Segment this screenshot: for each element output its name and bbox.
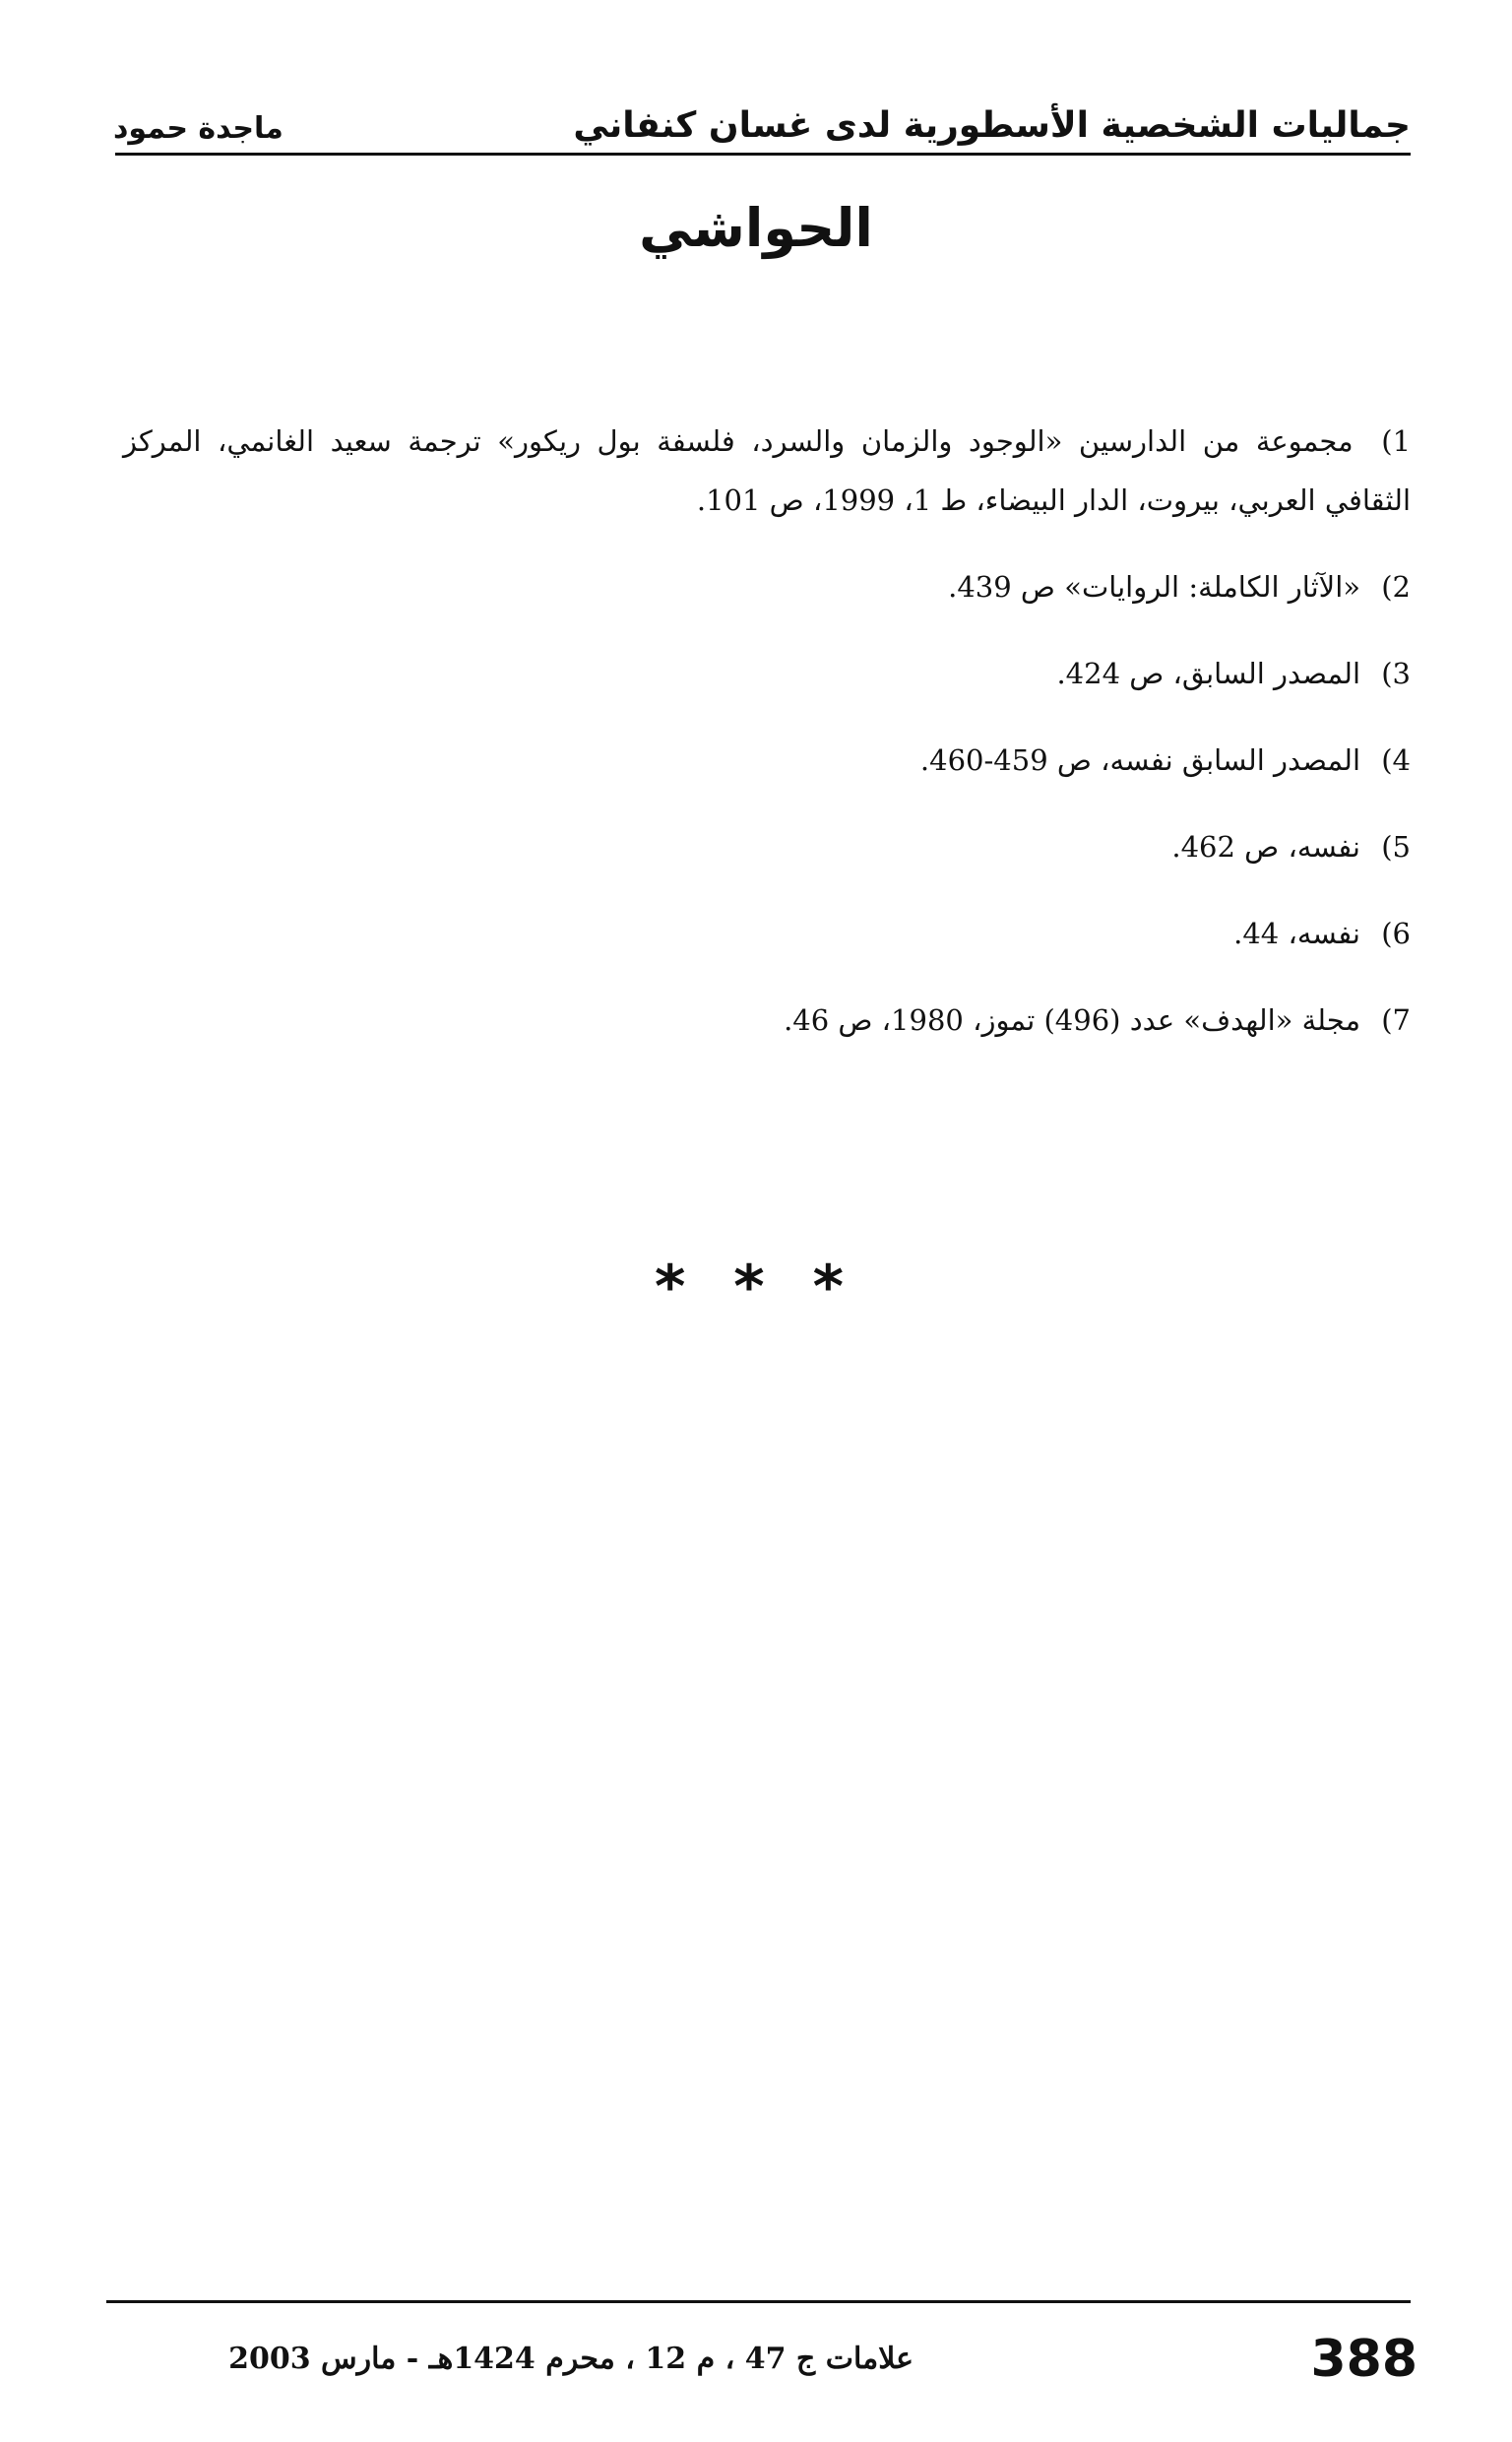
footnote-item <box>123 731 1411 790</box>
footnote-text: نفسه، ص 462. <box>1171 830 1360 864</box>
footnote-number: 1) <box>1381 424 1412 458</box>
journal-info: علامات ج 47 ، م 12 ، محرم 1424هـ - مارس 2003 <box>228 2342 914 2376</box>
footnote-text: المصدر السابق نفسه، ص 459-460. <box>919 743 1360 777</box>
footnote-item <box>123 817 1411 876</box>
page-number: 388 <box>1310 2330 1418 2389</box>
footnote-item <box>123 557 1411 616</box>
footnote-number: 3) <box>1381 657 1411 690</box>
author-name: ماجدة حمود <box>113 111 284 146</box>
footnote-item <box>123 991 1411 1050</box>
footnote-number: 4) <box>1381 743 1411 777</box>
footnote-text: «الآثار الكاملة: الروايات» ص 439. <box>948 570 1360 604</box>
running-header <box>113 77 1411 146</box>
footnote-text: المصدر السابق، ص 424. <box>1056 657 1360 690</box>
footnote-item <box>123 644 1411 703</box>
footnotes-list <box>123 412 1411 1077</box>
section-heading: الحواشي <box>639 197 873 259</box>
section-separator: * * * <box>655 1253 857 1321</box>
footnote-number: 7) <box>1381 1003 1411 1037</box>
footnote-item <box>123 412 1411 530</box>
footnote-number: 2) <box>1381 570 1411 604</box>
article-title: جماليات الشخصية الأسطورية لدى غسان كنفاني <box>573 105 1411 146</box>
header-divider <box>115 153 1411 156</box>
footnote-number: 6) <box>1381 917 1411 950</box>
footnote-number: 5) <box>1381 830 1411 864</box>
footnote-text: نفسه، 44. <box>1233 917 1360 950</box>
footnote-text: مجلة «الهدف» عدد (496) تموز، 1980، ص 46. <box>784 1003 1360 1037</box>
footnote-item <box>123 904 1411 963</box>
footer-divider <box>106 2300 1411 2303</box>
footnote-text: مجموعة من الدارسين «الوجود والزمان والسرد، فلسفة بول ريكور» ترجمة سعيد الغانمي، المركز الثقافي العربي، بيروت، الدار البيضاء، ط 1، 1999، ص 101. <box>123 424 1411 517</box>
